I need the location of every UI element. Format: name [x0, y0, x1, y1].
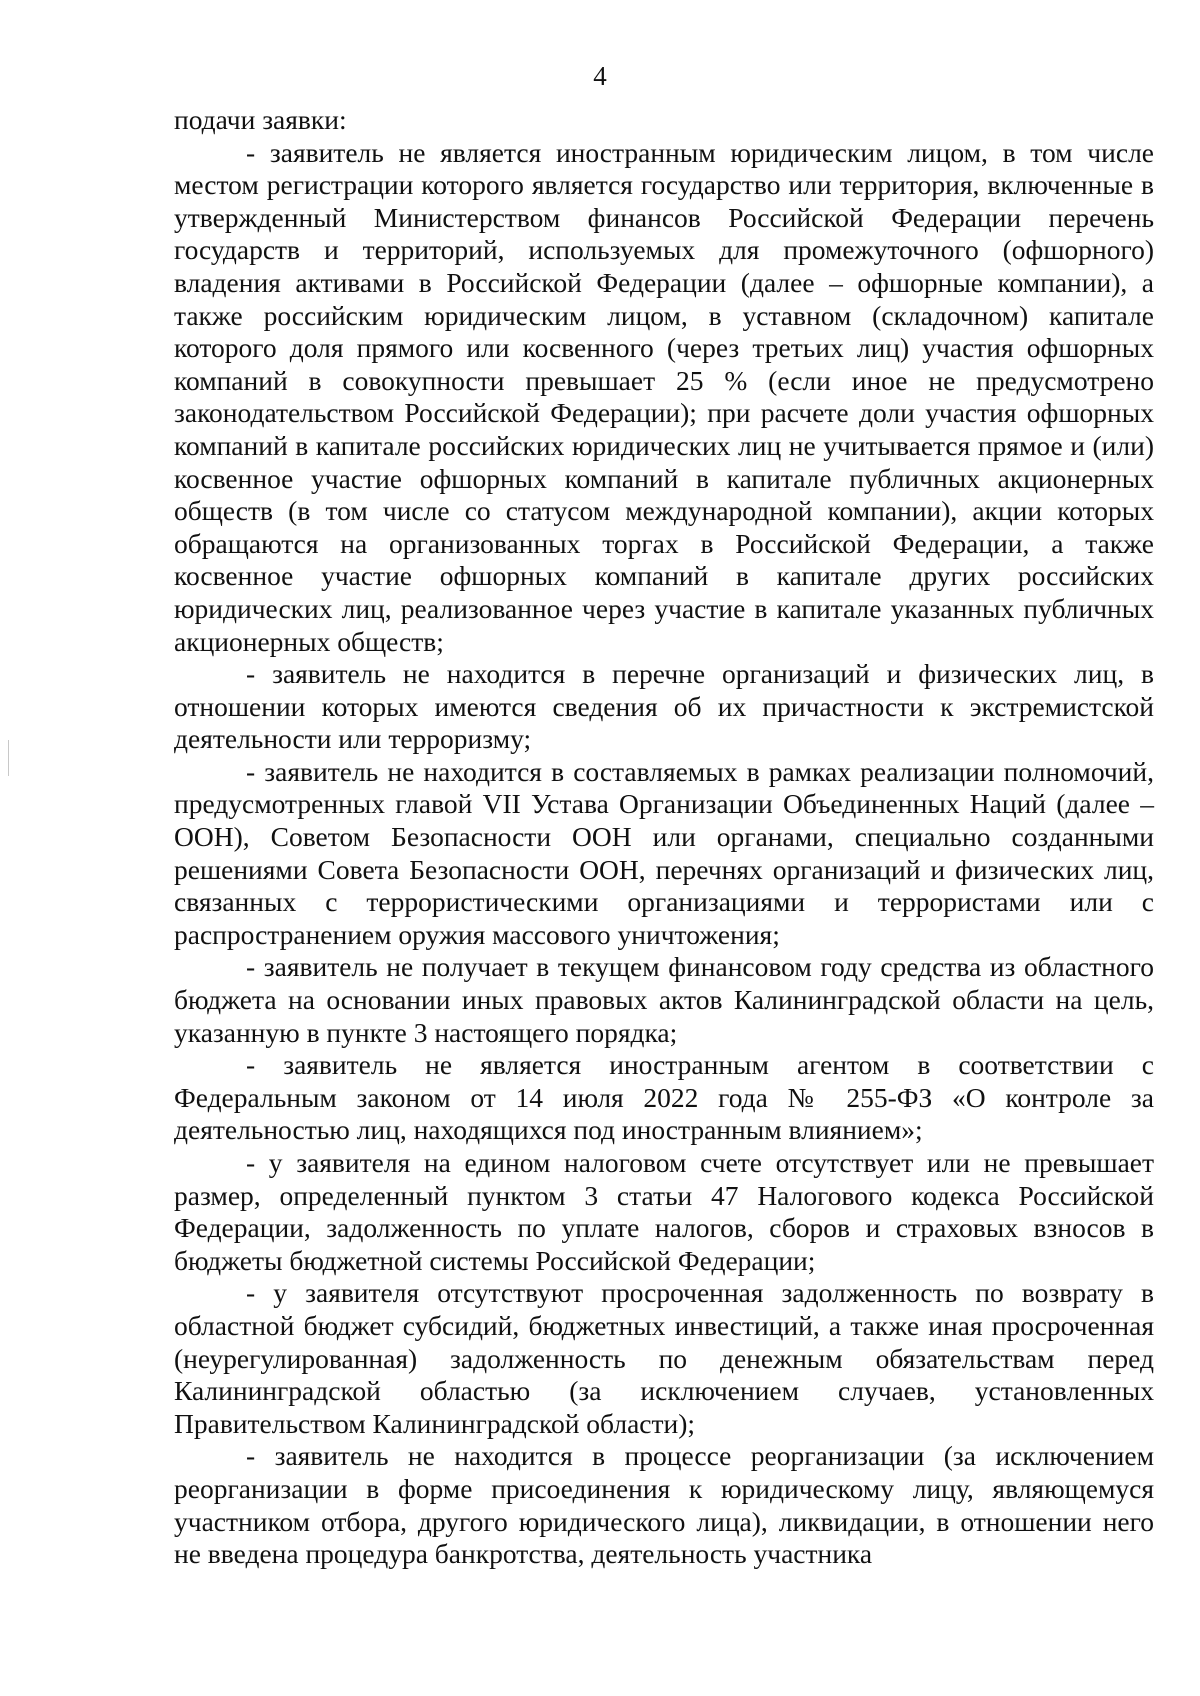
paragraph-continuation: подачи заявки:	[174, 104, 347, 135]
paragraph-overdue-debt-condition: - у заявителя отсутствуют просроченная задолженность по возврату в областной бюджет субсидий, бюджетных инвестиций, а также иная просроченная (неурегулированная) задолженность по денежным обязательствам перед Калининградской областью (за исключением случаев, установленных Правительством Калининградской области);	[174, 1277, 1154, 1439]
page-number: 4	[593, 61, 607, 91]
paragraph-un-sanctions-condition: - заявитель не находится в составляемых в рамках реализации полномочий, предусмотренных главой VII Устава Организации Объединенных Наций (далее – ООН), Советом Безопасности ООН или органами, специально созданными решениями Совета Безопасности ООН, перечнях организаций и физических лиц, связанных с террористическими организациями и террористами или с распространением оружия массового уничтожения;	[174, 755, 1154, 950]
margin-scan-mark	[8, 740, 9, 776]
paragraph-tax-debt-condition: - у заявителя на едином налоговом счете отсутствует или не превышает размер, определенный пунктом 3 статьи 47 Налогового кодекса Российской Федерации, задолженность по уплате налогов, сборов и страховых взносов в бюджеты бюджетной системы Российской Федерации;	[174, 1147, 1154, 1276]
paragraph-reorganization-condition: - заявитель не находится в процессе реорганизации (за исключением реорганизации в форме присоединения к юридическому лицу, являющемуся участником отбора, другого юридического лица), ликвидации, в отношении него не введена процедура банкротства, деятельность участника	[174, 1440, 1154, 1570]
document-body	[174, 104, 1154, 1571]
paragraph-budget-funds-condition: - заявитель не получает в текущем финансовом году средства из областного бюджета на основании иных правовых актов Калининградской области на цель, указанную в пункте 3 настоящего порядка;	[174, 951, 1154, 1048]
paragraph-offshore-condition: - заявитель не является иностранным юридическим лицом, в том числе местом регистрации которого является государство или территория, включенные в утвержденный Министерством финансов Российской Федерации перечень государств и территорий, используемых для промежуточного (офшорного) владения активами в Российской Федерации (далее – офшорные компании), а также российским юридическим лицом, в уставном (складочном) капитале которого доля прямого или косвенного (через третьих лиц) участия офшорных компаний в совокупности превышает 25 % (если иное не предусмотрено законодательством Российской Федерации); при расчете доли участия офшорных компаний в капитале российских юридических лиц не учитывается прямое и (или) косвенное участие офшорных компаний в капитале публичных акционерных обществ (в том числе со статусом международной компании), акции которых обращаются на организованных торгах в Российской Федерации, а также косвенное участие офшорных компаний в капитале других российских юридических лиц, реализованное через участие в капитале указанных публичных акционерных обществ;	[174, 136, 1154, 657]
paragraph-extremism-condition: - заявитель не находится в перечне организаций и физических лиц, в отношении которых имеются сведения об их причастности к экстремистской деятельности или терроризму;	[174, 658, 1154, 755]
paragraph-foreign-agent-condition: - заявитель не является иностранным агентом в соответствии с Федеральным законом от 14 июля 2022 года № 255-ФЗ «О контроле за деятельностью лиц, находящихся под иностранным влиянием»;	[174, 1049, 1154, 1146]
